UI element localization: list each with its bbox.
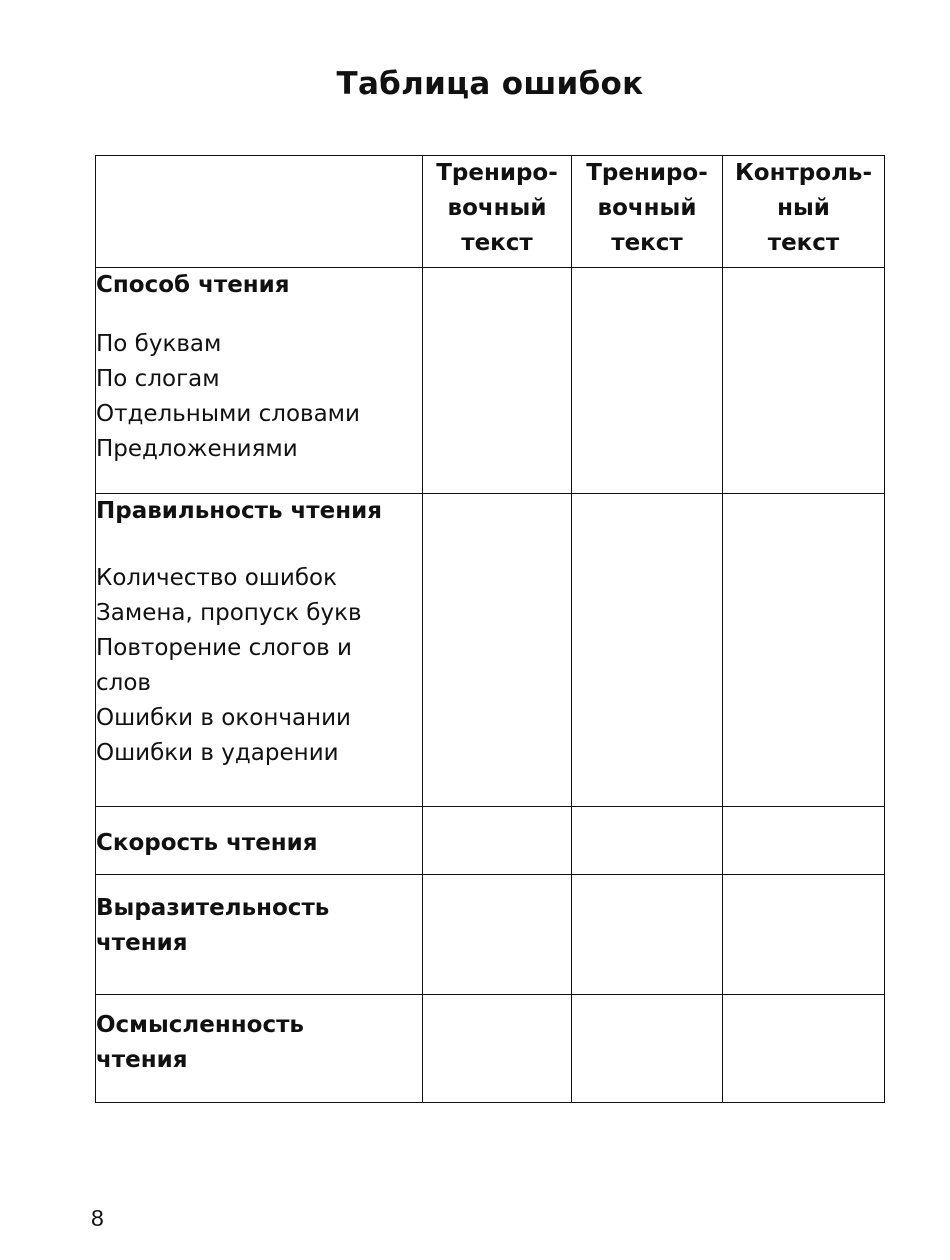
empty-cell (572, 807, 723, 875)
table-row-reading-comprehension (96, 995, 885, 1103)
column-header-training-text-2 (572, 156, 723, 268)
empty-cell (423, 807, 572, 875)
row-heading-line: Выразительность (96, 895, 330, 921)
error-table (95, 155, 885, 1103)
row-item: Повторение слогов и (96, 635, 352, 661)
row-heading (96, 494, 422, 529)
row-items (96, 327, 422, 467)
row-item: Отдельными словами (96, 401, 360, 427)
row-items (96, 561, 422, 771)
page-number: 8 (91, 1205, 104, 1231)
column-header-line: ный (777, 195, 830, 221)
row-heading-line: Правильность чтения (96, 498, 382, 524)
column-header-line: вочный (597, 195, 697, 221)
row-item: Замена, пропуск букв (96, 600, 362, 626)
column-header-training-text-1 (423, 156, 572, 268)
empty-cell (572, 268, 723, 494)
column-header-control-text (723, 156, 885, 268)
row-item: По буквам (96, 331, 222, 357)
row-heading-line: чтения (96, 930, 188, 956)
row-item: По слогам (96, 366, 220, 392)
row-heading (96, 826, 422, 861)
column-header-line: текст (461, 230, 533, 256)
column-header-line: Трениро- (586, 160, 708, 186)
table-row-reading-speed (96, 807, 885, 875)
row-label-cell (96, 995, 423, 1103)
column-header-line: текст (611, 230, 683, 256)
empty-cell (423, 494, 572, 807)
empty-cell (423, 268, 572, 494)
row-heading (96, 1008, 422, 1078)
empty-cell (423, 995, 572, 1103)
row-item: Количество ошибок (96, 565, 337, 591)
row-item: Ошибки в ударении (96, 740, 339, 766)
row-item: Предложениями (96, 436, 298, 462)
table-row-reading-method (96, 268, 885, 494)
row-item: слов (96, 670, 151, 696)
header-row (96, 156, 885, 268)
empty-cell (572, 494, 723, 807)
header-empty-cell (96, 156, 423, 268)
empty-cell (723, 995, 885, 1103)
row-label-cell (96, 875, 423, 995)
empty-cell (723, 807, 885, 875)
table-row-reading-expressiveness (96, 875, 885, 995)
page-title: Таблица ошибок (336, 66, 644, 102)
row-heading (96, 891, 422, 961)
empty-cell (572, 995, 723, 1103)
empty-cell (723, 494, 885, 807)
column-header-line: текст (767, 230, 840, 256)
column-header-line: Трениро- (436, 160, 558, 186)
row-item: Ошибки в окончании (96, 705, 351, 731)
column-header-line: вочный (447, 195, 547, 221)
row-heading-line: Осмысленность (96, 1012, 304, 1038)
row-heading-line: Способ чтения (96, 272, 290, 298)
row-label-cell (96, 494, 423, 807)
empty-cell (723, 875, 885, 995)
row-heading-line: чтения (96, 1047, 188, 1073)
row-label-cell (96, 807, 423, 875)
row-label-cell (96, 268, 423, 494)
column-header-line: Контроль- (734, 160, 873, 186)
empty-cell (723, 268, 885, 494)
table-row-reading-accuracy (96, 494, 885, 807)
empty-cell (572, 875, 723, 995)
empty-cell (423, 875, 572, 995)
row-heading-line: Скорость чтения (96, 830, 318, 856)
row-heading (96, 268, 422, 303)
